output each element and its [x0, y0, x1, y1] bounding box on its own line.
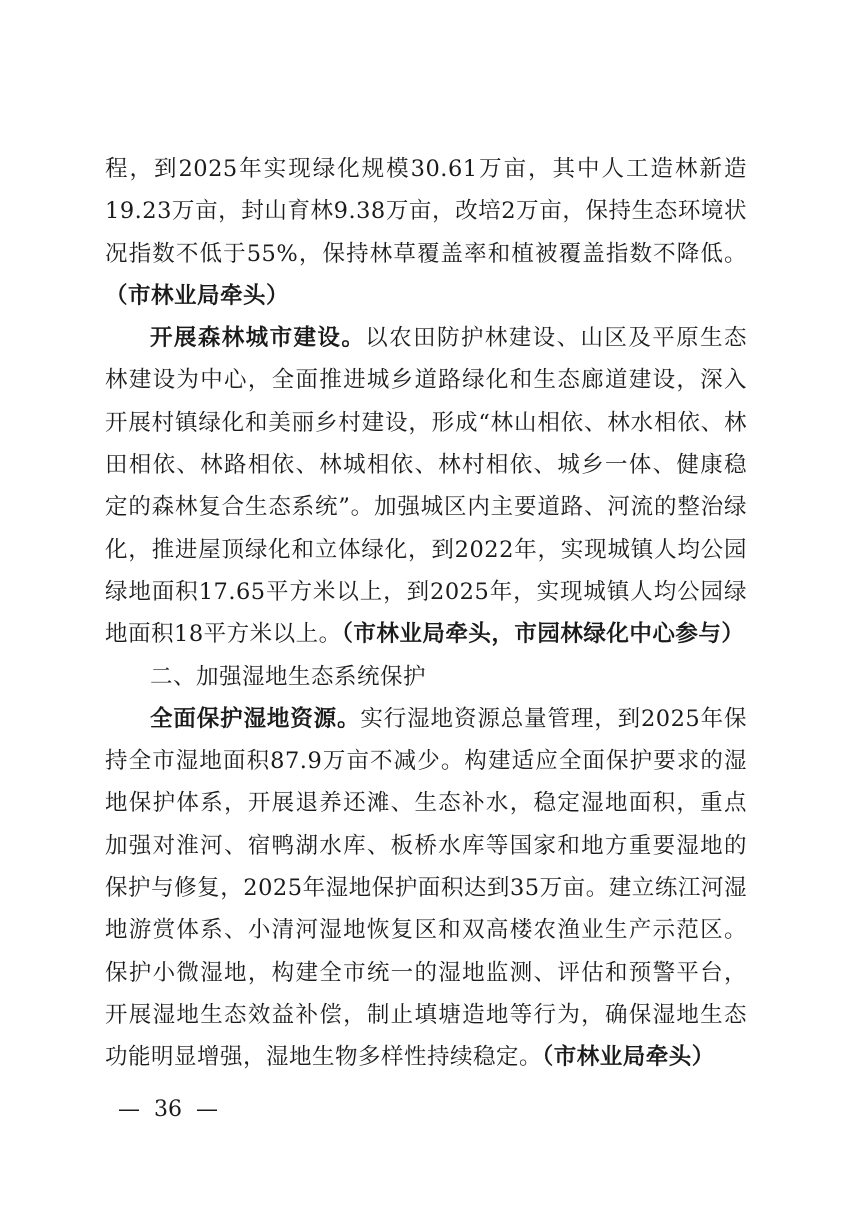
paragraph-bold-lead: 全面保护湿地资源。 [150, 705, 361, 732]
lead-agency-note: （市林业局牵头，市园林绿化中心参与） [341, 621, 745, 648]
lead-agency-note: （市林业局牵头） [105, 282, 290, 309]
section-heading: 二、加强湿地生态系统保护 [150, 663, 427, 690]
paragraph-forest-city [105, 317, 747, 655]
lead-agency-note: （市林业局牵头） [542, 1044, 715, 1071]
page-number: — 36 — [118, 1097, 218, 1122]
paragraph-greening-target [105, 148, 747, 317]
paragraph-text: 程，到2025年实现绿化规模30.61万亩，其中人工造林新造19.23万亩，封山育林9.38万亩，改培2万亩，保持生态环境状况指数不低于55%，保持林草覆盖率和植被覆盖指数不降低。 [105, 156, 747, 267]
paragraph-wetland-protection [105, 698, 747, 1079]
paragraph-bold-lead: 开展森林城市建设。 [150, 325, 366, 352]
body-text [105, 148, 747, 1079]
paragraph-text: 实行湿地资源总量管理，到2025年保持全市湿地面积87.9万亩不减少。构建适应全面保护要求的湿地保护体系，开展退养还滩、生态补水，稳定湿地面积，重点加强对淮河、宿鸭湖水库、板桥水库等国家和地方重要湿地的保护与修复，2025年湿地保护面积达到35万亩。建立练江河湿地游赏体系、小清河湿地恢复区和双高楼农渔业生产示范区。保护小微湿地，构建全市统一的湿地监测、评估和预警平台，开展湿地生态效益补偿，制止填塘造地等行为，确保湿地生态功能明显增强，湿地生物多样性持续稳定。 [105, 705, 747, 1071]
paragraph-text: 以农田防护林建设、山区及平原生态林建设为中心，全面推进城乡道路绿化和生态廊道建设，深入开展村镇绿化和美丽乡村建设，形成“林山相依、林水相依、林田相依、林路相依、林城相依、林村相依、城乡一体、健康稳定的森林复合生态系统”。加强城区内主要道路、河流的整治绿化，推进屋顶绿化和立体绿化，到2022年，实现城镇人均公园绿地面积17.65平方米以上，到2025年，实现城镇人均公园绿地面积18平方米以上。 [105, 325, 747, 648]
